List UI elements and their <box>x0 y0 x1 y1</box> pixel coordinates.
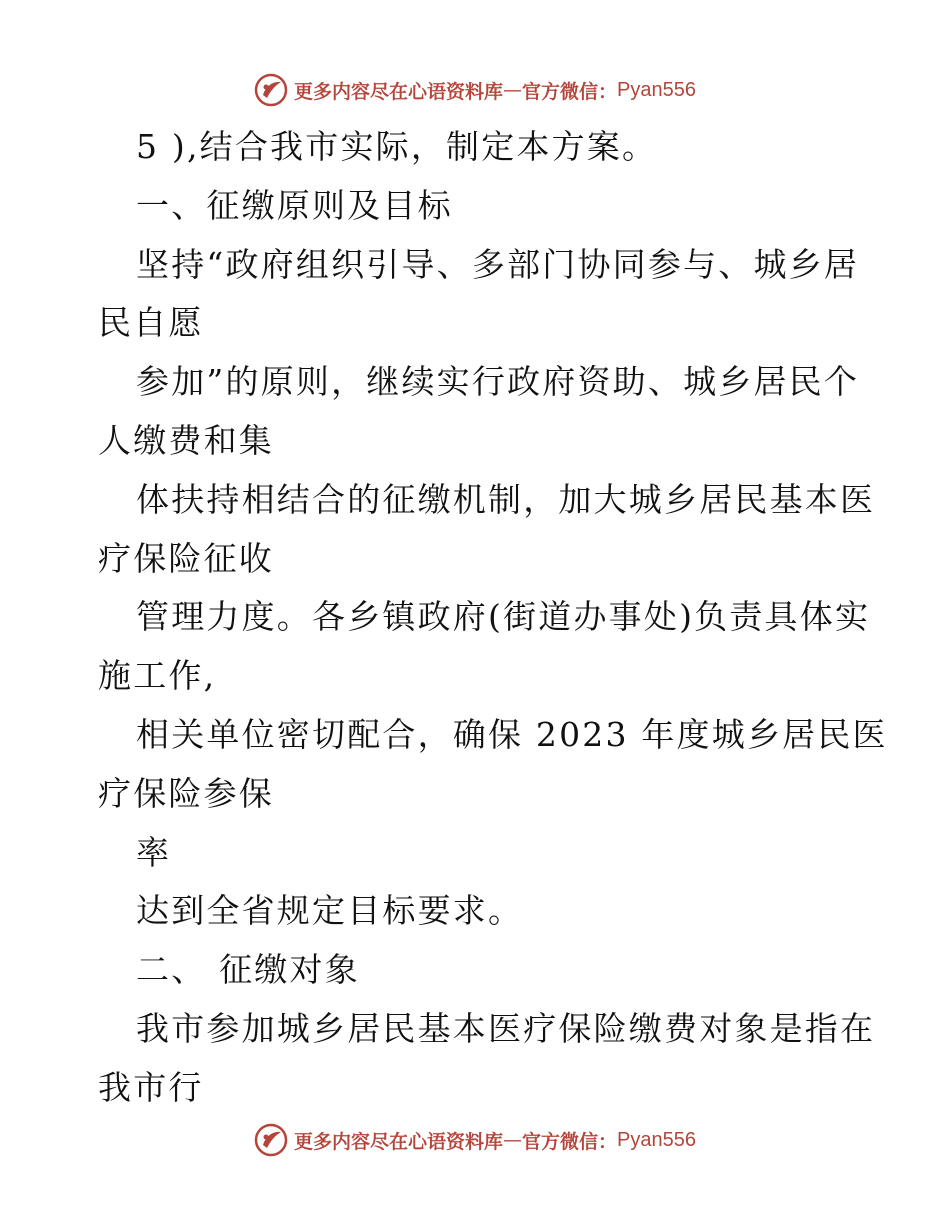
header-wechat-id: Pyan556 <box>617 78 696 101</box>
footer-brand-text: 更多内容尽在心语资料库 <box>294 1130 504 1153</box>
text-line: 5 ),结合我市实际，制定本方案。 <box>136 127 658 166</box>
footer-separator: — <box>503 1129 523 1151</box>
text-line: 体扶持相结合的征缴机制，加大城乡居民基本医 <box>136 479 876 519</box>
text-line: 施工作, <box>98 656 217 696</box>
text-line: 坚持“政府组织引导、多部门协同参与、城乡居 <box>136 244 860 284</box>
document-body <box>98 118 888 1118</box>
text-line: 人缴费和集 <box>98 420 274 460</box>
text-line: 民自愿 <box>98 303 204 343</box>
text-line: 参加”的原则，继续实行政府资助、城乡居民个 <box>136 362 860 402</box>
brand-logo-icon <box>254 73 288 107</box>
header-wechat-label: 官方微信： <box>522 80 618 103</box>
footer-wechat-id: Pyan556 <box>617 1128 696 1151</box>
text-line: 管理力度。各乡镇政府(街道办事处)负责具体实 <box>136 597 871 637</box>
brand-logo-icon <box>254 1123 288 1157</box>
text-line: 我市参加城乡居民基本医疗保险缴费对象是指在 <box>136 1008 876 1048</box>
footer-banner <box>0 1120 950 1160</box>
header-banner <box>0 70 950 110</box>
footer-wechat-label: 官方微信： <box>522 1130 618 1153</box>
text-line: 相关单位密切配合，确保 2023 年度城乡居民医 <box>136 714 888 754</box>
text-line: 达到全省规定目标要求。 <box>136 891 524 931</box>
text-line: 二、 征缴对象 <box>136 950 360 990</box>
text-line: 一、征缴原则及目标 <box>136 185 453 225</box>
text-line: 率 <box>136 832 172 872</box>
text-line: 我市行 <box>98 1067 204 1107</box>
header-brand-text: 更多内容尽在心语资料库 <box>294 80 504 103</box>
text-line: 疗保险征收 <box>98 538 274 578</box>
text-line: 疗保险参保 <box>98 773 274 813</box>
header-separator: — <box>503 79 523 101</box>
